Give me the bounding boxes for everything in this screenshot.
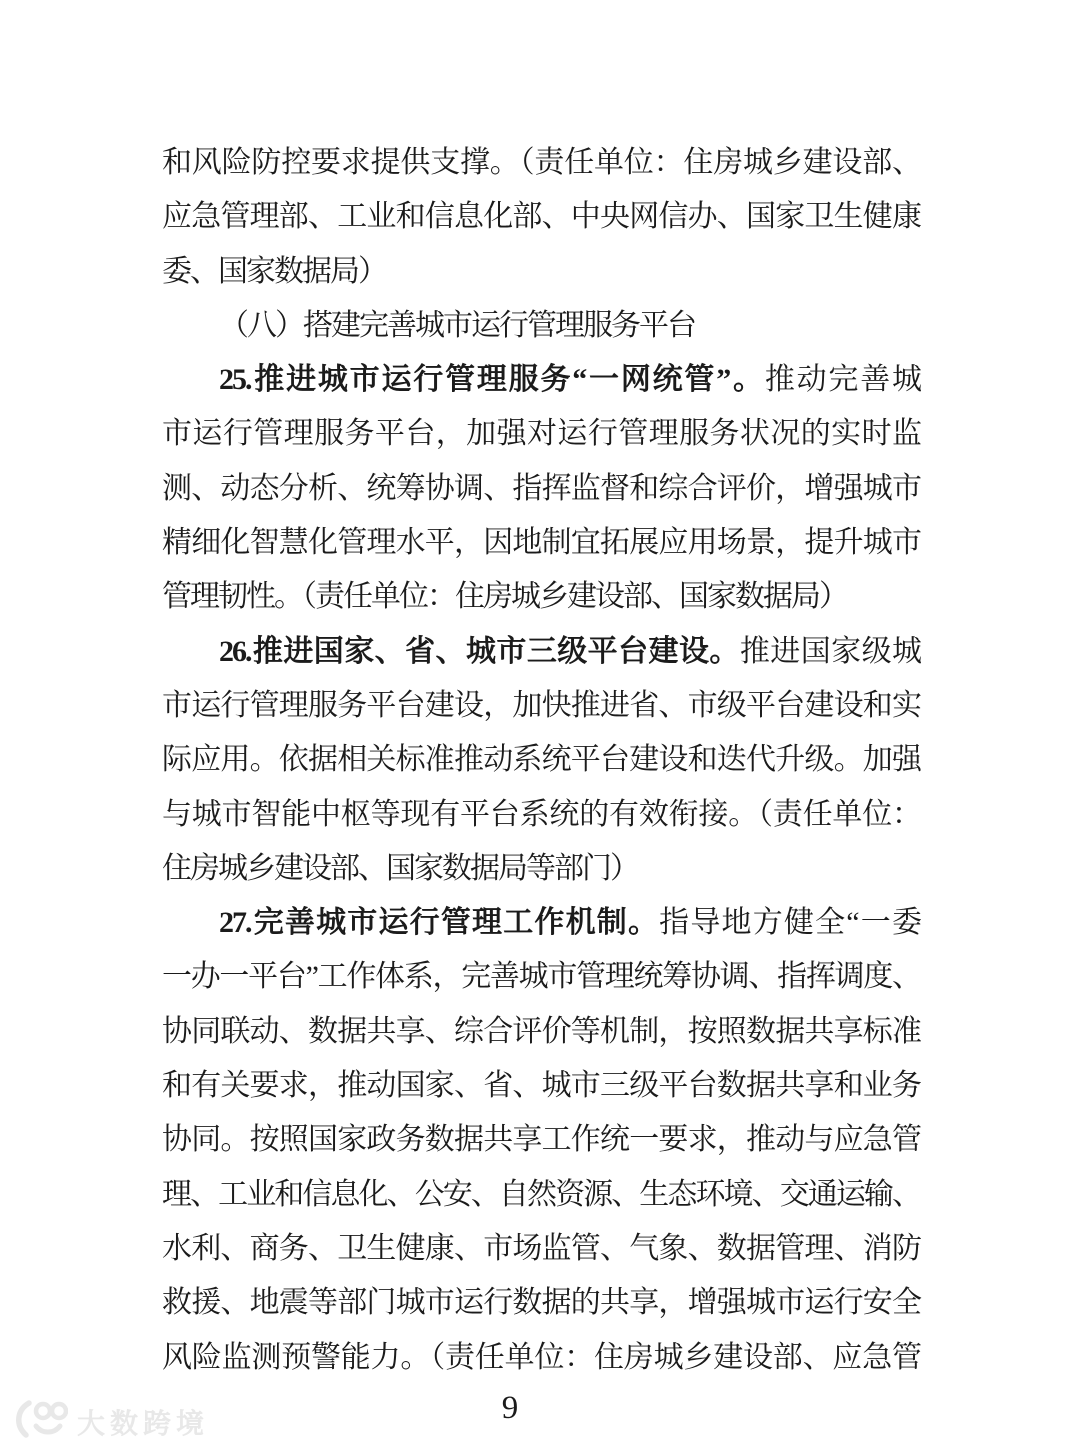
paragraph-text: 推动完善城: [764, 363, 921, 397]
paragraph-text: 一办一平台”工作体系，完善城市管理统筹协调、指挥调度、: [162, 960, 920, 994]
text-line: [162, 1168, 920, 1222]
paragraph-text: 与城市智能中枢等现有平台系统的有效衔接。（责任单位：: [162, 797, 920, 831]
paragraph-text: 理、工业和信息化、公安、自然资源、生态环境、交通运输、: [162, 1177, 920, 1211]
paragraph-text: 和风险防控要求提供支撑。（责任单位：住房城乡建设部、: [162, 146, 920, 179]
text-line: [162, 353, 920, 407]
watermark-logo-icon: [12, 1398, 68, 1445]
paragraph-heading: 27.完善城市运行管理工作机制。: [219, 906, 660, 940]
text-line: [162, 896, 920, 950]
watermark: [12, 1398, 209, 1445]
page-number: 9: [501, 1390, 519, 1426]
text-line: [162, 1331, 920, 1385]
document-text-block: [162, 136, 920, 1385]
paragraph-text: 协同。按照国家政务数据共享工作统一要求，推动与应急管: [162, 1123, 920, 1157]
paragraph-text: 市运行管理服务平台建设，加快推进省、市级平台建设和实: [162, 688, 920, 722]
text-line: [162, 1059, 920, 1113]
text-line: [162, 570, 920, 624]
paragraph-text: 管理韧性。（责任单位：住房城乡建设部、国家数据局）: [162, 580, 847, 614]
text-line: [162, 950, 920, 1004]
text-line: [162, 1005, 920, 1059]
paragraph-text: 际应用。依据相关标准推动系统平台建设和迭代升级。加强: [162, 743, 920, 777]
paragraph-text: 推进国家级城: [739, 634, 921, 668]
paragraph-text: 指导地方健全“一委: [659, 906, 920, 940]
paragraph-text: 市运行管理服务平台，加强对运行管理服务状况的实时监: [162, 417, 920, 451]
paragraph-text: 救援、地震等部门城市运行数据的共享，增强城市运行安全: [162, 1286, 920, 1320]
paragraph-text: 测、动态分析、统筹协调、指挥监督和综合评价，增强城市: [162, 471, 920, 505]
paragraph-text: 协同联动、数据共享、综合评价等机制，按照数据共享标准: [162, 1014, 920, 1048]
text-line: [162, 679, 920, 733]
text-line: [162, 136, 920, 190]
text-line: [162, 733, 920, 787]
paragraph-text: 水利、商务、卫生健康、市场监管、气象、数据管理、消防: [162, 1231, 920, 1265]
paragraph-text: 应急管理部、工业和信息化部、中央网信办、国家卫生健康: [162, 200, 920, 234]
text-line: [162, 788, 920, 842]
paragraph-text: 委、国家数据局）: [162, 254, 386, 288]
text-line: [162, 625, 920, 679]
paragraph-text: 住房城乡建设部、国家数据局等部门）: [162, 851, 638, 885]
paragraph-text: 精细化智慧化管理水平，因地制宜拓展应用场景，提升城市: [162, 526, 920, 560]
paragraph-text: （八）搭建完善城市运行管理服务平台: [219, 308, 695, 342]
text-line: [162, 190, 920, 244]
paragraph-text: 风险监测预警能力。（责任单位：住房城乡建设部、应急管: [162, 1340, 920, 1374]
watermark-brand-text: 大数跨境: [77, 1407, 210, 1439]
text-line: [162, 842, 920, 896]
text-line: [162, 1113, 920, 1167]
text-line: [162, 516, 920, 570]
text-line: [162, 1276, 920, 1330]
text-line: [162, 299, 920, 353]
paragraph-heading: 26.推进国家、省、城市三级平台建设。: [219, 634, 740, 668]
paragraph-text: 和有关要求，推动国家、省、城市三级平台数据共享和业务: [162, 1069, 920, 1103]
text-line: [162, 407, 920, 461]
text-line: [162, 1222, 920, 1276]
text-line: [162, 245, 920, 299]
paragraph-heading: 25.推进城市运行管理服务“一网统管”。: [219, 363, 765, 397]
text-line: [162, 462, 920, 516]
